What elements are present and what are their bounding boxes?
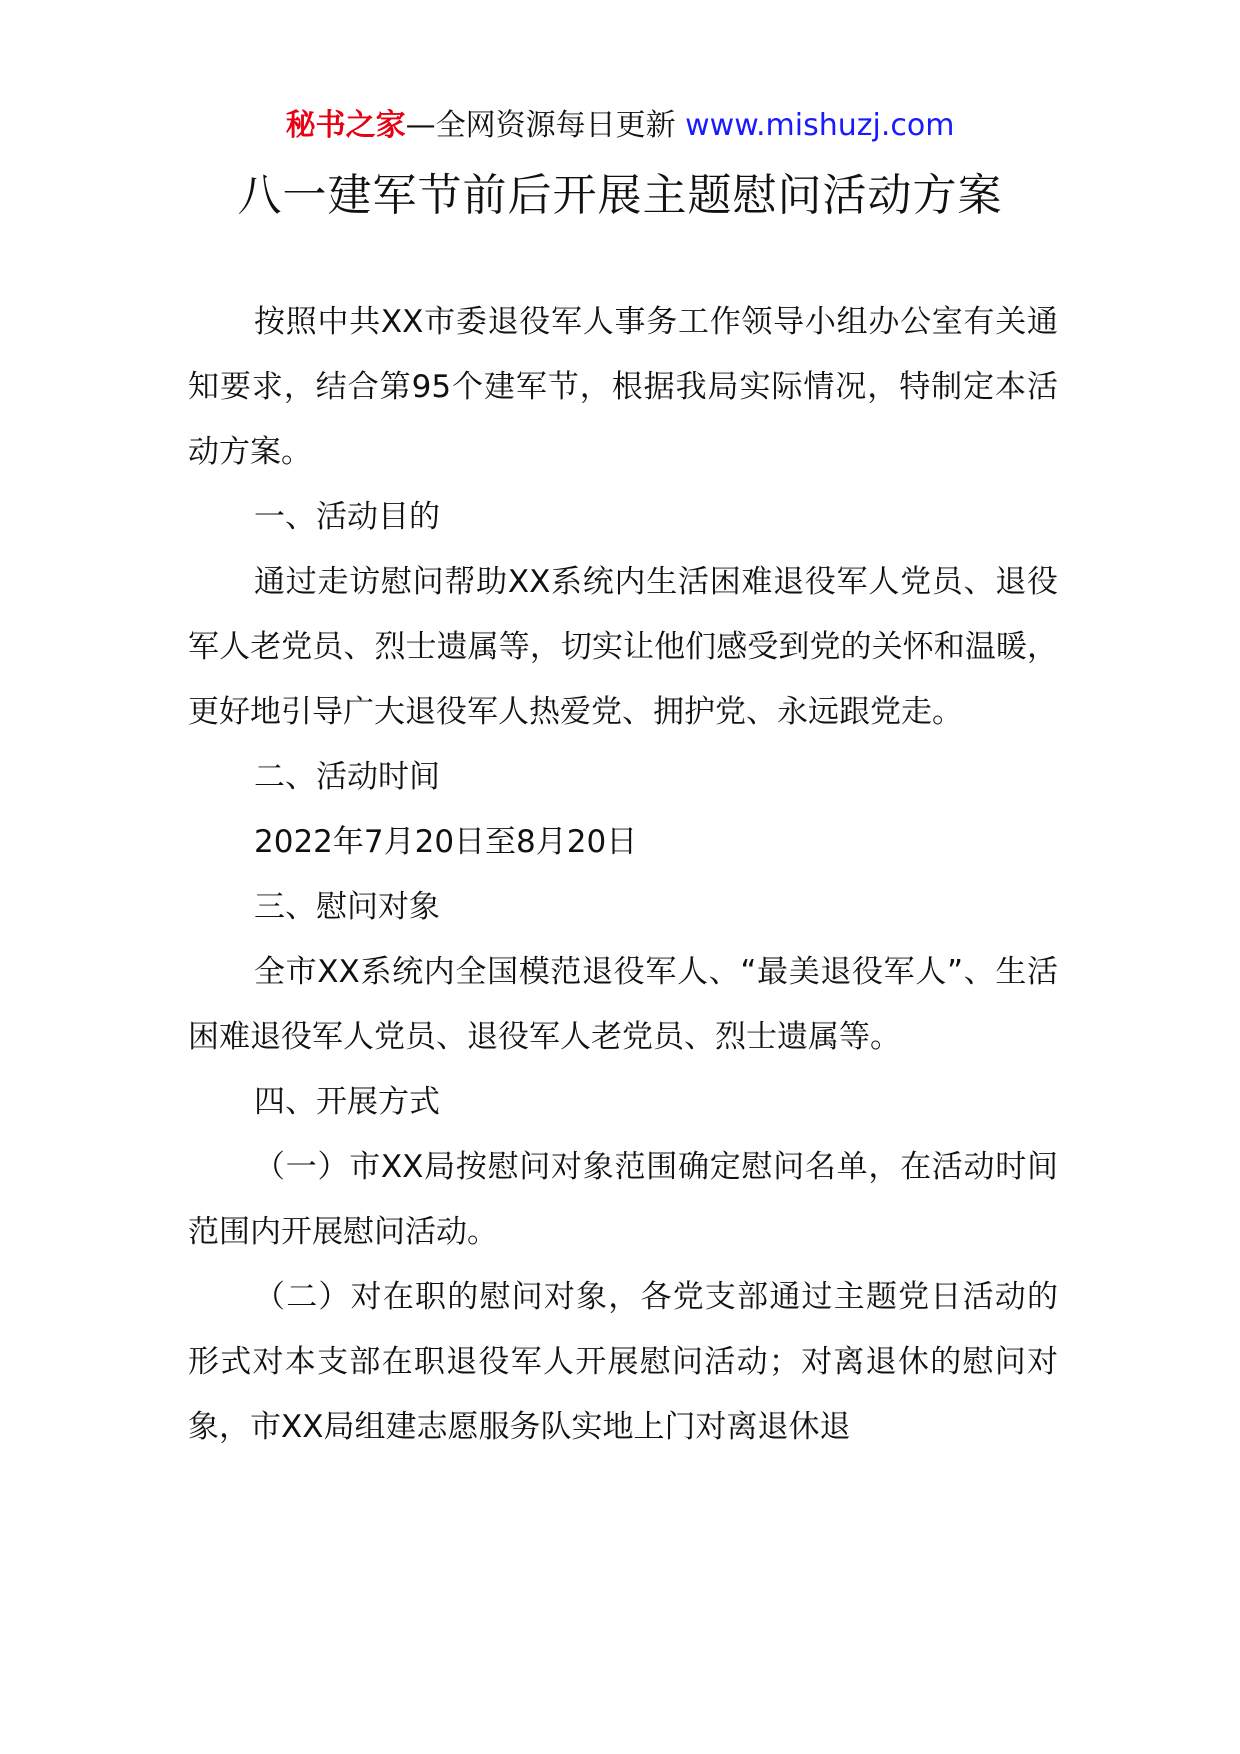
method-paragraph-2: （二）对在职的慰问对象，各党支部通过主题党日活动的形式对本支部在职退役军人开展慰问活动；对离退休的慰问对象，市XX局组建志愿服务队实地上门对离退休退 <box>188 1279 1058 1445</box>
document-title: 八一建军节前后开展主题慰问活动方案 <box>237 170 1003 221</box>
document-body <box>188 290 1058 1460</box>
section-heading-purpose: 一、活动目的 <box>254 499 440 535</box>
site-url-link[interactable]: www.mishuzj.com <box>685 108 955 143</box>
time-paragraph: 2022年7月20日至8月20日 <box>254 824 638 860</box>
intro-paragraph: 按照中共XX市委退役军人事务工作领导小组办公室有关通知要求，结合第95个建军节，根据我局实际情况，特制定本活动方案。 <box>188 304 1058 470</box>
targets-paragraph: 全市XX系统内全国模范退役军人、“最美退役军人”、生活困难退役军人党员、退役军人老党员、烈士遗属等。 <box>188 954 1058 1055</box>
section-heading-targets: 三、慰问对象 <box>254 889 440 925</box>
site-tagline: —全网资源每日更新 <box>405 108 676 143</box>
method-paragraph-1: （一）市XX局按慰问对象范围确定慰问名单，在活动时间范围内开展慰问活动。 <box>188 1149 1058 1250</box>
purpose-paragraph: 通过走访慰问帮助XX系统内生活困难退役军人党员、退役军人老党员、烈士遗属等，切实让他们感受到党的关怀和温暖，更好地引导广大退役军人热爱党、拥护党、永远跟党走。 <box>188 564 1058 730</box>
section-heading-time: 二、活动时间 <box>254 759 440 795</box>
site-brand: 秘书之家 <box>285 108 406 143</box>
site-banner <box>0 106 1240 146</box>
section-heading-methods: 四、开展方式 <box>254 1084 440 1120</box>
